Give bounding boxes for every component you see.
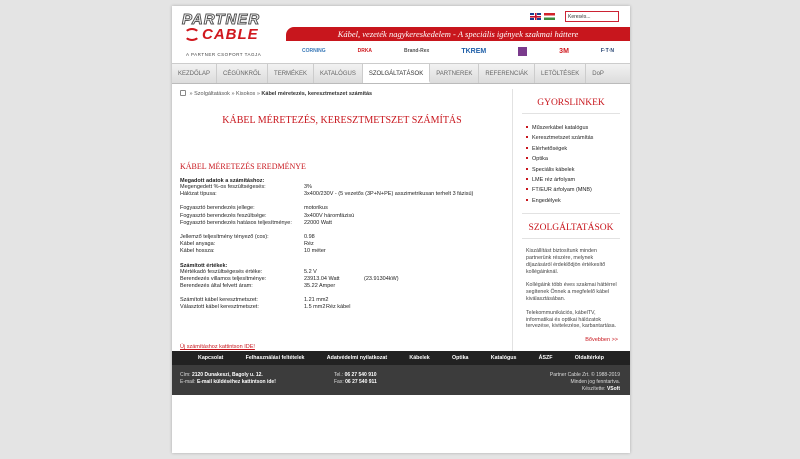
new-calculation-link[interactable]: Új számításhoz kattintson IDE! — [180, 344, 255, 350]
result-label: Mértékadó feszültségesés értéke: — [180, 268, 263, 275]
services-title: SZOLGÁLTATÁSOK — [528, 223, 614, 234]
quicklink-item[interactable]: Műszerkábel katalógus — [526, 123, 624, 133]
result-row — [180, 191, 510, 198]
nav-item-dop[interactable]: DoP — [592, 71, 604, 77]
result-value-extra: (23.91304kW) — [364, 275, 399, 282]
result-row — [180, 205, 510, 212]
footer — [172, 365, 630, 395]
home-icon[interactable] — [180, 90, 186, 96]
result-row — [180, 304, 510, 311]
email-label: E-mail: — [180, 379, 196, 385]
result-label: Fogyasztó berendezés feszültsége: — [180, 212, 267, 219]
partner-logo-drka[interactable]: DRKA — [357, 48, 373, 54]
result-label: Számított kábel keresztmetszet: — [180, 297, 258, 304]
breadcrumb-link-services[interactable]: Szolgáltatások — [194, 91, 230, 97]
nav-item-downloads[interactable]: LETÖLTÉSEK — [535, 64, 586, 83]
result-label: Berendezés villamos teljesítménye: — [180, 275, 267, 282]
address-label: Cím: — [180, 372, 191, 378]
calc-heading: Számított értékek: — [180, 262, 228, 269]
result-row — [180, 297, 510, 304]
result-label: Hálózat típusa: — [180, 191, 217, 198]
footer-nav — [172, 351, 630, 365]
footer-link[interactable]: Oldaltérkép — [574, 355, 604, 361]
result-value: 0.98 — [304, 234, 315, 241]
logo-tagline: A PARTNER CSOPORT TAGJA — [186, 52, 262, 57]
result-value-extra: Réz kábel — [326, 304, 351, 311]
result-value: 1.5 mm2 — [304, 304, 326, 311]
column-divider — [512, 89, 513, 353]
footer-phone — [334, 372, 377, 386]
site-wrapper — [172, 6, 630, 453]
quicklink-item[interactable]: Keresztmetszet számítás — [526, 133, 624, 143]
language-switcher — [530, 13, 555, 20]
services-paragraph: Telekommunikációs, kábelTV, informatikai és optikai hálózatok tervezése, kivitelezése, karbantartása. — [526, 309, 617, 330]
tel-value: 06 27 540 910 — [344, 372, 377, 378]
result-value: 10 méter — [304, 248, 326, 255]
result-value: 1.21 mm2 — [304, 297, 329, 304]
quicklinks-list — [526, 123, 624, 206]
copyright: Partner Cable Zrt. © 1988-2019 — [549, 372, 620, 378]
nav-item-partners[interactable]: PARTNEREK — [430, 64, 479, 83]
result-label: Kábel hossza: — [180, 248, 215, 255]
nav-item-services[interactable]: SZOLGÁLTATÁSOK — [363, 64, 430, 83]
quicklink-item[interactable]: Optika — [526, 154, 624, 164]
result-value: 3x400/230V - (5 vezetős (3P+N+PE) asszimetrikusan terhelt 3 fázisú) — [304, 191, 474, 198]
main-content — [172, 86, 512, 348]
nav-item-home[interactable]: KEZDŐLAP — [172, 64, 217, 83]
footer-link[interactable]: Optika — [452, 355, 469, 361]
quicklinks-title: GYORSLINKEK — [537, 98, 605, 108]
result-value: 35.22 Amper — [304, 283, 336, 290]
footer-link[interactable]: Kapcsolat — [198, 355, 224, 361]
partner-logo-3m[interactable]: 3M — [559, 47, 569, 55]
breadcrumb-link-tips[interactable]: Kisokos — [236, 91, 256, 97]
partner-logo-purple[interactable] — [518, 47, 527, 56]
breadcrumb-sep: » — [231, 91, 235, 97]
flag-hu-icon[interactable] — [544, 13, 555, 20]
result-value: 23913.04 Watt — [304, 275, 340, 282]
result-row — [180, 184, 510, 191]
address-value: 2120 Dunakeszi, Bagoly u. 12. — [191, 372, 263, 378]
services-paragraph: Kollégáink több éves szakmai háttérrel segítenek Önnek a megfelelő kábel kiválasztásában. — [526, 282, 617, 303]
flag-en-icon[interactable] — [530, 13, 541, 20]
quicklink-item[interactable]: Elérhetőségek — [526, 144, 624, 154]
logo-text-partner: PARTNER — [182, 11, 261, 28]
partner-logo-tkrem[interactable]: TKREM — [461, 47, 487, 55]
sidebar — [518, 86, 624, 344]
result-value: 3% — [304, 184, 312, 190]
logo[interactable] — [182, 13, 282, 42]
header — [172, 6, 630, 61]
breadcrumb — [172, 86, 512, 101]
fax-label: Fax: — [334, 379, 344, 385]
quicklink-item[interactable]: Speciális kábelek — [526, 165, 624, 175]
search-input[interactable]: Keresés... — [565, 11, 619, 22]
result-row — [180, 248, 510, 255]
result-value: 3x400V háromfázisú — [304, 212, 355, 219]
nav-item-catalog[interactable]: KATALÓGUS — [314, 64, 363, 83]
footer-link[interactable]: Felhasználási feltételek — [245, 355, 305, 361]
quicklink-item[interactable]: Engedélyek — [526, 196, 624, 206]
result-row — [180, 241, 510, 248]
result-label: Fogyasztó berendezés jellege: — [180, 205, 255, 212]
footer-copyright — [550, 372, 620, 393]
result-row — [180, 283, 510, 290]
made-by-label: Készítette: — [581, 386, 606, 392]
result-label: Fogyasztó berendezés hatásos teljesítménye: — [180, 219, 292, 226]
nav-item-products[interactable]: TERMÉKEK — [268, 64, 314, 83]
partner-logo-eaton[interactable]: F·T·N — [600, 48, 614, 54]
page-title: KÁBEL MÉRETEZÉS, KERESZTMETSZET SZÁMÍTÁS — [222, 115, 462, 126]
result-value: 5.2 V — [304, 268, 317, 275]
result-row — [180, 213, 510, 220]
more-link[interactable]: Bővebben >> — [585, 337, 618, 344]
footer-link[interactable]: Adatvédelmi nyilatkozat — [326, 355, 388, 361]
nav-item-about[interactable]: CÉGÜNKRŐL — [217, 64, 268, 83]
result-value: Réz — [304, 241, 314, 248]
footer-contact — [180, 372, 276, 386]
email-link[interactable]: E-mail küldéséhez kattintson ide! — [196, 379, 276, 385]
footer-link[interactable]: Kábelek — [409, 355, 430, 361]
services-paragraph: Kiszállítást biztosítunk minden partnerünk részére, melynek díjazásáról érdeklődjön értékesítő kollégáinknál. — [526, 248, 606, 275]
footer-link[interactable]: Katalógus — [490, 355, 517, 361]
made-by[interactable]: VSoft — [606, 386, 620, 392]
logo-text-cable: CABLE — [202, 26, 259, 43]
header-banner: Kábel, vezeték nagykereskedelem - A speciális igények szakmai háttere — [286, 27, 630, 41]
main-nav — [172, 63, 630, 84]
result-label: Kábel anyaga: — [180, 241, 216, 248]
result-label: Megengedett %-os feszültségesés: — [180, 184, 266, 190]
result-row — [180, 269, 510, 276]
breadcrumb-sep: » — [189, 91, 193, 97]
result-row — [180, 276, 510, 283]
tel-label: Tel.: — [334, 372, 344, 378]
result-row — [180, 220, 510, 227]
rights: Minden jog fenntartva. — [570, 379, 620, 385]
input-heading: Megadott adatok a számításhoz: — [180, 178, 265, 184]
result-value: motorikus — [304, 205, 328, 212]
quicklink-item[interactable]: FT/EUR árfolyam (MNB) — [526, 185, 624, 195]
fax-value: 06 27 540 911 — [345, 379, 377, 385]
nav-item-references[interactable]: REFERENCIÁK — [479, 64, 535, 83]
result-value: 22000 Watt — [304, 219, 332, 226]
section-title: KÁBEL MÉRETEZÉS EREDMÉNYE — [180, 162, 306, 171]
result-label: Választott kábel keresztmetszet: — [180, 304, 259, 311]
partner-logo-brandrex[interactable]: Brand-Rex — [404, 48, 430, 54]
result-label: Jellemző teljesítmény tényező (cos): — [180, 234, 269, 241]
result-label: Berendezés által felvett áram: — [180, 283, 253, 290]
breadcrumb-sep: » — [256, 91, 260, 97]
footer-link[interactable]: ÁSZF — [538, 355, 553, 361]
partner-logos — [286, 43, 630, 59]
quicklink-item[interactable]: LME réz árfolyam — [526, 175, 624, 185]
result-row — [180, 234, 510, 241]
partner-logo-corning[interactable]: CORNING — [301, 48, 326, 54]
results-block — [180, 174, 510, 312]
breadcrumb-current: Kábel méretezés, keresztmetszet számítás — [261, 91, 373, 97]
signal-icon — [184, 28, 200, 41]
